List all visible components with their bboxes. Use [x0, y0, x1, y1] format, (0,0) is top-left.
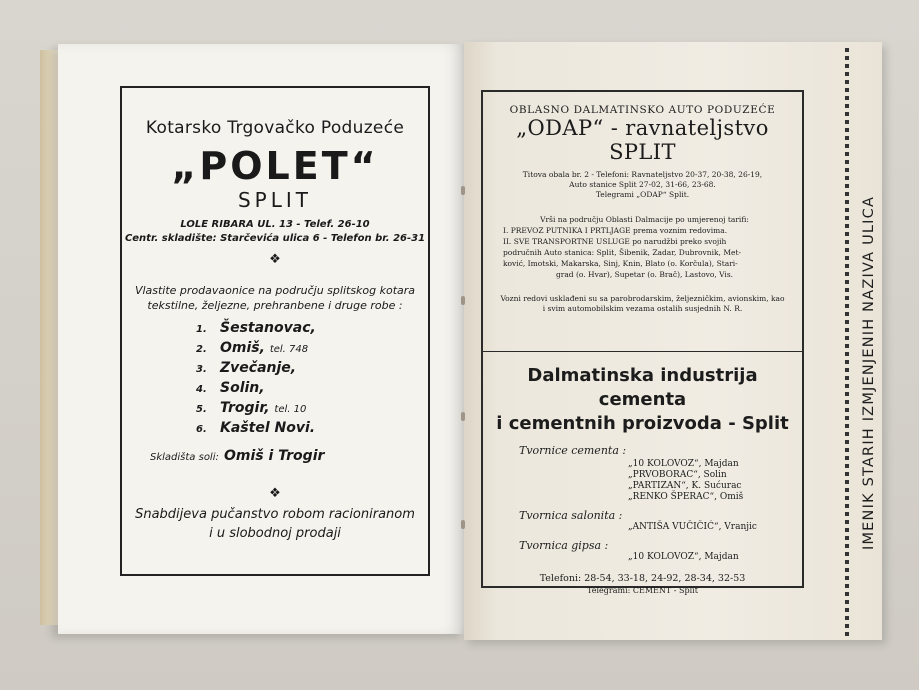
cement-phones: Telefoni: 28-54, 33-18, 24-92, 28-34, 32-53 — [539, 573, 746, 584]
polet-warehouse-line: Centr. skladište: Starčevića ulica 6 - Telefon br. 26-31 — [124, 233, 426, 244]
odap-service-line: II. SVE TRANSPORTNE USLUGE po narudžbi preko svojih — [503, 237, 727, 246]
odap-services — [483, 214, 802, 280]
odap-contact-line: Telegrami „ODAP“ Split. — [595, 190, 690, 199]
shop-name: Zvečanje, — [220, 360, 297, 376]
odap-contact-line: Titova obala br. 2 - Telefoni: Ravnateljstvo 20-37, 20-38, 26-19, — [522, 170, 763, 179]
salonit-label: Tvornica salonita : — [519, 509, 623, 522]
binding-stitch — [461, 296, 465, 305]
closing-line: Snabdijeva pučanstvo robom racioniranom — [135, 507, 415, 522]
odap-footer-line: i svim automobilskim vezama ostalih susjednih N. R. — [542, 304, 743, 313]
cement-title — [483, 364, 802, 436]
list-item: „RENKO ŠPERAC“, Omiš — [628, 492, 744, 502]
gips-label: Tvornica gipsa : — [519, 539, 609, 552]
shop-name: Kaštel Novi. — [220, 420, 316, 436]
shop-number: 1. — [196, 324, 207, 335]
list-item — [196, 339, 428, 359]
odap-footer-line: Vozni redovi usklađeni su sa parobrodarskim, željezničkim, avionskim, kao — [500, 294, 785, 303]
ornament-icon: ❖ — [269, 252, 281, 267]
polet-address-line: LOLE RIBARA UL. 13 - Telef. 26-10 — [180, 219, 370, 230]
shop-name: Omiš, — [220, 340, 265, 356]
odap-contact — [483, 170, 802, 200]
odap-service-line: grad (o. Hvar), Supetar (o. Brač), Lastovo, Vis. — [555, 270, 734, 279]
shop-phone: tel. 748 — [269, 344, 309, 355]
tab-divider — [845, 48, 849, 636]
odap-service-line: područnih Auto stanica: Split, Šibenik, Zadar, Dubrovnik, Met- — [503, 248, 741, 257]
shop-name: Trogir, — [220, 400, 270, 416]
cement-title-line: i cementnih proizvoda - Split — [496, 413, 789, 434]
index-tab-label: IMENIK STARIH IZMJENJENIH NAZIVA ULICA — [861, 195, 877, 550]
cement-title-line: Dalmatinska industrija cementa — [527, 365, 758, 410]
right-advertisements — [481, 90, 804, 595]
list-item: „PRVOBORAC“, Solin — [628, 470, 727, 480]
odap-name: „ODAP“ - ravnateljstvo SPLIT — [516, 116, 769, 164]
list-item: „PARTIZAN“, K. Sućurac — [628, 481, 742, 491]
polet-address — [122, 218, 428, 246]
list-item — [196, 379, 428, 399]
list-item — [196, 399, 428, 419]
list-item: „10 KOLOVOZ“, Majdan — [628, 459, 739, 469]
shop-number: 6. — [196, 424, 207, 435]
shop-name: Šestanovac, — [220, 320, 316, 336]
shop-phone: tel. 10 — [274, 404, 307, 415]
shop-number: 3. — [196, 364, 207, 375]
polet-city: SPLIT — [237, 188, 312, 212]
polet-company: Kotarsko Trgovačko Poduzeće — [145, 118, 405, 138]
polet-intro-line: Vlastite prodavaonice na području splitskog kotara — [134, 284, 416, 297]
list-item: „10 KOLOVOZ“, Majdan — [628, 552, 739, 562]
polet-closing — [122, 505, 428, 543]
closing-line: i u slobodnoj prodaji — [209, 526, 341, 541]
cement-factories-label: Tvornice cementa : — [519, 444, 627, 457]
salt-warehouses — [150, 445, 428, 464]
salt-value: Omiš i Trogir — [223, 448, 325, 464]
odap-advertisement — [483, 104, 802, 352]
polet-intro-line: tekstilne, željezne, prehranbene i druge robe : — [147, 299, 403, 312]
shop-number: 2. — [196, 344, 207, 355]
list-item: „ANTIŠA VUČIČIĆ“, Vranjic — [628, 522, 757, 532]
odap-services-intro: Vrši na području Oblasti Dalmacije po umjerenoj tarifi: — [540, 215, 749, 224]
list-item — [196, 359, 428, 379]
list-item — [196, 319, 428, 339]
binding-stitch — [461, 412, 465, 421]
odap-service-line: I. PREVOZ PUTNIKA I PRTLJAGE prema voznim redovima. — [503, 226, 728, 235]
odap-footer — [483, 294, 802, 314]
binding-stitch — [461, 520, 465, 529]
odap-contact-line: Auto stanice Split 27-02, 31-66, 23-68. — [569, 180, 716, 189]
shop-number: 5. — [196, 404, 207, 415]
shop-number: 4. — [196, 384, 207, 395]
list-item — [196, 419, 428, 439]
cement-telegrams: Telegrami: CEMENT - Split — [587, 586, 698, 595]
polet-intro — [122, 283, 428, 313]
shop-name: Solin, — [220, 380, 265, 396]
cement-advertisement — [483, 364, 802, 595]
ornament-icon: ❖ — [269, 486, 281, 501]
shop-list — [196, 319, 428, 439]
binding-stitch — [461, 186, 465, 195]
salt-label: Skladišta soli: — [150, 452, 219, 463]
polet-name: „POLET“ — [171, 144, 379, 188]
polet-advertisement — [120, 86, 430, 576]
odap-header: OBLASNO DALMATINSKO AUTO PODUZEĆE — [509, 104, 776, 116]
odap-service-line: ković, Imotski, Makarska, Sinj, Knin, Blato (o. Korčula), Stari- — [503, 259, 738, 268]
